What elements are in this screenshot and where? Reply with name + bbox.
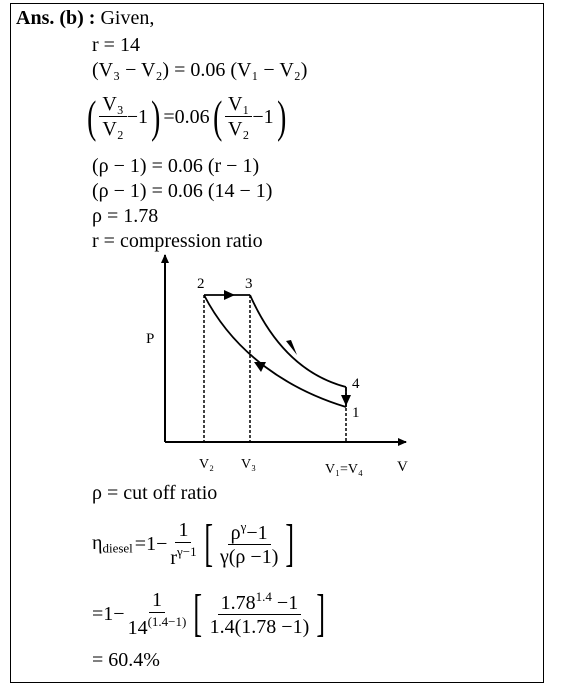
left-paren-2: (	[212, 91, 222, 142]
left-paren: (	[87, 91, 97, 142]
eta-symbol: $\eta_{diesel}$	[92, 531, 133, 556]
rho-substitution: (ρ − 1) = 0.06 (14 − 1)	[92, 180, 273, 202]
arrow-2-3	[224, 290, 235, 300]
pv-diagram	[0, 245, 567, 485]
left-bracket-2: [	[193, 585, 203, 642]
fraction-equation: ( $\frac{\text{V₃}}{\text{V₂}}$ −1 ) =0.06 ( $\frac{\text{V₁}}{\text{V₂}}$ −1 )	[87, 91, 286, 142]
answer-heading	[16, 8, 154, 28]
numeric-calculation: =1− $\frac{1}{14^{(1.4-1)}}$ [ $\frac{1.78^{1.4} -1}{1.4(1.78 -1)}$ ]	[92, 585, 326, 642]
arrow-4-1	[341, 395, 351, 406]
point-1-label: 1	[352, 405, 360, 421]
one-over-r-power: $\frac{1}{r^{\gamma-1}}$	[170, 518, 197, 569]
v1-over-v2: $\frac{\text{V₁}}{\text{V₂}}$	[225, 94, 252, 140]
point-2-label: 2	[197, 276, 205, 292]
right-bracket-2: ]	[316, 585, 326, 642]
given-label: Given,	[100, 7, 155, 29]
result-value: = 60.4%	[92, 649, 160, 671]
volume-equation: (V₃ − V₂) = 0.06 (V₁ − V₂)	[92, 59, 308, 81]
expansion-curve-3-4	[250, 295, 346, 387]
r-value-line: r = 14	[92, 34, 140, 56]
p-axis-label: P	[146, 331, 155, 347]
rho-equation: (ρ − 1) = 0.06 (r − 1)	[92, 155, 260, 177]
r-definition: r = compression ratio	[92, 230, 263, 252]
answer-label: Ans. (b) :	[16, 7, 96, 29]
numeric-fraction: $\frac{1.78^{1.4} -1}{1.4(1.78 -1)}$	[209, 588, 310, 639]
left-bracket: [	[203, 515, 213, 572]
v1v4-label: V₁=V₄	[325, 462, 363, 477]
point-3-label: 3	[245, 276, 253, 292]
v2-label: V₂	[199, 457, 214, 472]
v-axis-label: V	[397, 459, 408, 475]
right-paren-2: )	[276, 91, 286, 142]
rho-definition: ρ = cut off ratio	[92, 482, 218, 504]
rho-fraction: $\frac{\rho^\gamma-1}{\gamma(\rho -1)}$	[219, 518, 279, 569]
efficiency-formula: $\eta_{diesel}$ =1− $\frac{1}{r^{\gamma-1}}$ [ $\frac{\rho^\gamma-1}{\gamma(\rho -1)}$ ]	[92, 515, 295, 572]
compression-curve-1-2	[204, 295, 346, 407]
one-over-14-power: $\frac{1}{14^{(1.4-1)}}$	[127, 588, 187, 639]
point-4-label: 4	[352, 376, 360, 392]
v3-over-v2: $\frac{\text{V₃}}{\text{V₂}}$	[99, 94, 126, 140]
rho-value: ρ = 1.78	[92, 205, 159, 227]
right-paren: )	[151, 91, 161, 142]
right-bracket: ]	[285, 515, 295, 572]
v3-label: V₃	[241, 457, 256, 472]
